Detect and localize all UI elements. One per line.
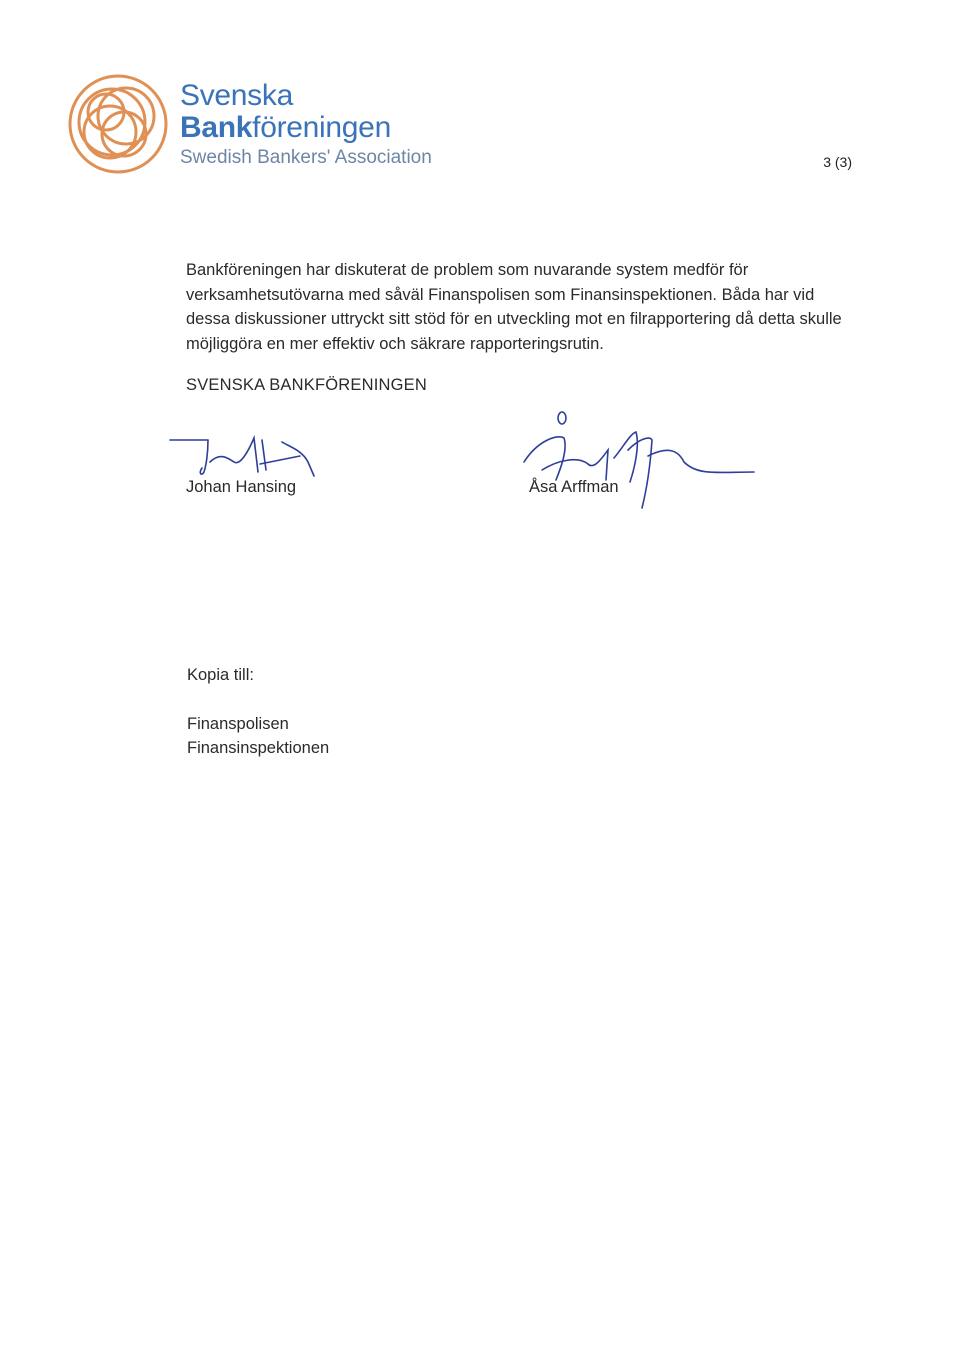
body-paragraph: Bankföreningen har diskuterat de problem som nuvarande system medför för verksamhetsutövarna med såväl Finanspolisen som Finansinspektionen. Båda har vid dessa diskussioner uttryckt sitt stöd för en utveckling mot en filrapportering då detta skulle möjliggöra en mer effektiv och säkrare rapporteringsrutin. — [186, 261, 842, 353]
signature-johan-hansing-icon — [168, 432, 328, 482]
logo-line-bankforeningen — [180, 112, 432, 144]
interlocking-rings-logo-icon — [66, 72, 170, 176]
copy-recipient-list — [187, 712, 329, 760]
page-number: 3 (3) — [823, 154, 852, 170]
logo-line-svenska: Svenska — [180, 79, 293, 112]
logo-line-english: Swedish Bankers' Association — [180, 147, 432, 168]
logo-bank: Bank — [180, 111, 253, 144]
copy-recipient: Finansinspektionen — [187, 739, 330, 757]
organization-name: SVENSKA BANKFÖRENINGEN — [186, 376, 427, 394]
logo-foreningen: föreningen — [252, 111, 391, 144]
copy-recipient: Finanspolisen — [187, 715, 289, 733]
logo-wordmark — [180, 80, 432, 170]
signatory-name-right: Åsa Arffman — [529, 478, 619, 496]
signatory-name-left: Johan Hansing — [186, 478, 297, 496]
letterhead-logo — [66, 72, 466, 182]
copy-label: Kopia till: — [187, 666, 254, 684]
